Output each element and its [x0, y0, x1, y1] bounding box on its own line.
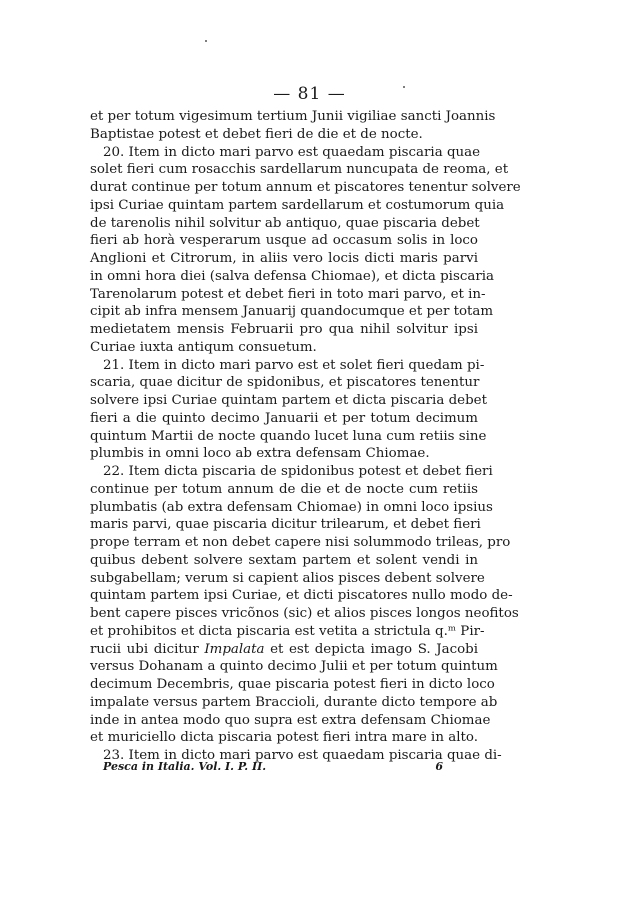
text-line: cipit ab infra mensem Januarij quandocumque et per totam [90, 304, 494, 320]
text-line: continue per totum annum de die et de nocte cum retiis [90, 481, 478, 497]
paragraph-22-start: 22. Item dicta piscaria de spidonibus potest et debet fieri [103, 464, 493, 479]
text-line: Curiae iuxta antiqum consuetum. [90, 339, 317, 355]
text-line: impalate versus partem Braccioli, durante dicto tempore ab [90, 694, 498, 710]
page-number: — 81 — [273, 84, 346, 104]
text-line: Tarenolarum potest et debet fieri in toto mari parvo, et in- [90, 286, 486, 302]
footer-sheet-number: 6 [435, 760, 443, 773]
text-line: plumbatis (ab extra defensam Chiomae) in omni loco ipsius [90, 499, 493, 515]
text-line: et prohibitos et dicta piscaria est vetita a strictula q.ᵐ Pir- [90, 623, 485, 639]
text-line: quintam partem ipsi Curiae, et dicti piscatores nullo modo de- [90, 588, 513, 604]
text-line: ipsi Curiae quintam partem sardellarum et costumorum quia [90, 197, 505, 213]
text-line: scaria, quae dicitur de spidonibus, et piscatores tenentur [90, 375, 480, 391]
paragraph-21-start: 21. Item in dicto mari parvo est et solet fieri quedam pi- [103, 357, 485, 373]
text-line: quintum Martii de nocte quando lucet luna cum retiis sine [90, 428, 487, 444]
text-line: versus Dohanam a quinto decimo Julii et per totum quintum [90, 659, 498, 675]
text-fragment: rucii ubi dicitur [90, 641, 205, 657]
text-line: medietatem mensis Februarii pro qua nihil solvitur ipsi [90, 322, 478, 337]
text-line: quibus debent solvere sextam partem et solent vendi in [90, 552, 478, 568]
text-line: et muriciello dicta piscaria potest fieri intra mare in alto. [90, 730, 478, 746]
text-line: plumbis in omni loco ab extra defensam Chiomae. [90, 446, 430, 462]
text-line: solet fieri cum rosacchis sardellarum nuncupata de reoma, et [90, 162, 509, 178]
text-line: bent capere pisces vricõnos (sic) et alios pisces longos neofitos [90, 606, 519, 621]
text-line: Baptistae potest et debet fieri de die et de nocte. [90, 126, 423, 142]
text-line: prope terram et non debet capere nisi solummodo trileas, pro [90, 535, 511, 550]
text-line: durat continue per totum annum et piscatores tenentur solvere [90, 180, 521, 195]
scan-speck [205, 40, 207, 42]
page-footer [103, 760, 443, 773]
text-fragment: et est depicta imago S. Jacobi [264, 641, 478, 657]
italic-place-name: Impalata [204, 641, 265, 657]
footer-signature: Pesca in Italia. Vol. I. P. II. [103, 760, 267, 773]
text-line: maris parvi, quae piscaria dicitur trilearum, et debet fieri [90, 517, 481, 533]
text-line: fieri a die quinto decimo Januarii et per totum decimum [90, 410, 478, 426]
text-line: de tarenolis nihil solvitur ab antiquo, quae piscaria debet [90, 215, 480, 231]
text-line: fieri ab horà vesperarum usque ad occasum solis in loco [90, 233, 478, 249]
body-text [90, 108, 521, 765]
text-line: decimum Decembris, quae piscaria potest fieri in dicto loco [90, 677, 495, 692]
paragraph-20-start: 20. Item in dicto mari parvo est quaedam piscaria quae [103, 144, 481, 160]
text-line: in omni hora diei (salva defensa Chiomae), et dicta piscaria [90, 268, 494, 284]
text-line: inde in antea modo quo supra est extra defensam Chiomae [90, 712, 491, 728]
text-line: et per totum vigesimum tertium Junii vigiliae sancti Joannis [90, 109, 496, 124]
paragraph-23-start: 23. Item in dicto mari parvo est quaedam piscaria quae di- [103, 748, 502, 763]
text-line [90, 641, 478, 659]
text-line: Anglioni et Citrorum, in aliis vero locis dicti maris parvi [90, 251, 478, 266]
text-line: subgabellam; verum si capient alios pisces debent solvere [90, 570, 485, 586]
text-line: solvere ipsi Curiae quintam partem et dicta piscaria debet [90, 393, 487, 408]
